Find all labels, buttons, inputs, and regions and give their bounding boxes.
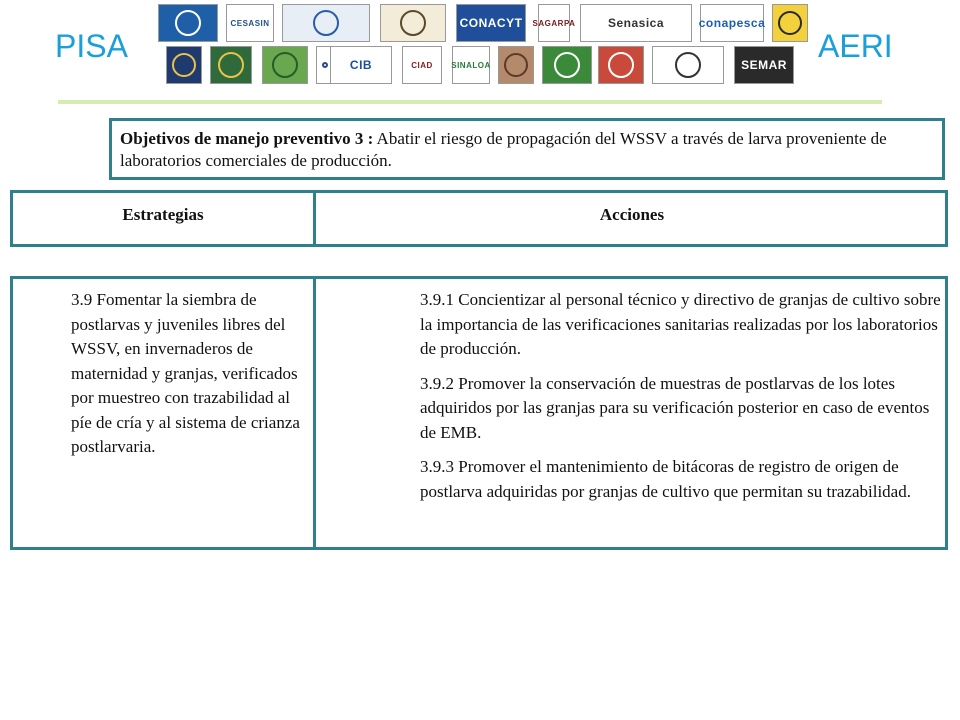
green-divider <box>58 100 882 104</box>
pisa-label: PISA <box>55 28 128 64</box>
logo-fish-blue <box>158 4 218 42</box>
logo-emblem-icon <box>400 10 426 36</box>
objective-label: Objetivos de manejo preventivo 3 : <box>120 129 374 148</box>
strategy-text: 3.9 Fomentar la siembra de postlarvas y juveniles libres del WSSV, en invernaderos de maternidad y granjas, verificados por muestreo con trazabilidad al píe de cría y al sistema de crianza postlarvaria. <box>71 290 300 456</box>
logo-emblem-icon <box>272 52 298 78</box>
logo-cesasin <box>226 4 274 42</box>
logo-sagarpa <box>532 4 576 42</box>
logo-uas <box>210 46 252 84</box>
logo-text: SEMAR <box>741 58 787 72</box>
action-item: 3.9.3 Promover el mantenimiento de bitácoras de registro de origen de postlarva adquiridas por granjas de cultivo que permitan su trazabilidad. <box>420 457 911 501</box>
aeri-label: AERI <box>818 28 893 64</box>
logo-text: SAGARPA <box>532 18 576 28</box>
logo-cib <box>330 46 392 84</box>
action-item: 3.9.1 Concientizar al personal técnico y directivo de granjas de cultivo sobre la importancia de las verificaciones sanitarias realizadas por los laboratorios de producción. <box>420 290 941 358</box>
objective-text: Abatir el riesgo de propagación del WSSV a través de larva proveniente de laboratorios comerciales de producción. <box>120 129 887 170</box>
logo-shell-brown <box>498 46 534 84</box>
header-actions: Acciones <box>599 205 665 224</box>
logo-shield-yellow <box>772 4 808 42</box>
logo-text: Senasica <box>607 16 665 30</box>
logo-emblem-icon <box>175 10 201 36</box>
logo-emblem-icon <box>778 11 802 35</box>
logo-emblem-icon <box>218 52 244 78</box>
logo-emblem-icon <box>608 52 634 78</box>
logo-unam <box>166 46 202 84</box>
logo-conapesca <box>700 4 764 42</box>
logo-red-diagnostico <box>652 46 724 84</box>
logo-senasica <box>580 4 692 42</box>
column-divider <box>313 279 316 547</box>
logo-text: CONACYT <box>459 16 523 30</box>
action-item: 3.9.2 Promover la conservación de muestras de postlarvas de los lotes adquiridos por las granjas para su verificación posterior en caso de eventos de EMB. <box>420 373 930 442</box>
logo-emblem-icon <box>554 52 580 78</box>
actions-list <box>420 288 945 514</box>
table-header-row <box>10 190 948 247</box>
logo-emblem-icon <box>313 10 339 36</box>
header-strategies: Estrategias <box>122 205 204 224</box>
logo-emblem-icon <box>322 62 328 68</box>
logo-emblem-icon <box>172 53 196 77</box>
logo-sinaloa <box>452 46 490 84</box>
logo-emblem-icon <box>504 53 528 77</box>
logo-ciad <box>402 46 442 84</box>
logo-conacyt <box>456 4 526 42</box>
logo-map-green <box>262 46 308 84</box>
objective-box <box>109 118 945 180</box>
logo-text: conapesca <box>698 16 766 30</box>
logo-semar <box>734 46 794 84</box>
logo-round-seal-red <box>598 46 644 84</box>
logo-text: SINALOA <box>451 60 491 70</box>
logo-text: CIB <box>349 58 373 72</box>
logo-comite-sanidad-acuicola-nayarit <box>282 4 370 42</box>
logo-text: CIAD <box>411 60 433 70</box>
table-body-row <box>10 276 948 550</box>
logo-text: CESASIN <box>230 18 270 28</box>
logo-emblem-icon <box>675 52 701 78</box>
logo-comite-sanidad-bcs <box>380 4 446 42</box>
logo-round-seal-green <box>542 46 592 84</box>
